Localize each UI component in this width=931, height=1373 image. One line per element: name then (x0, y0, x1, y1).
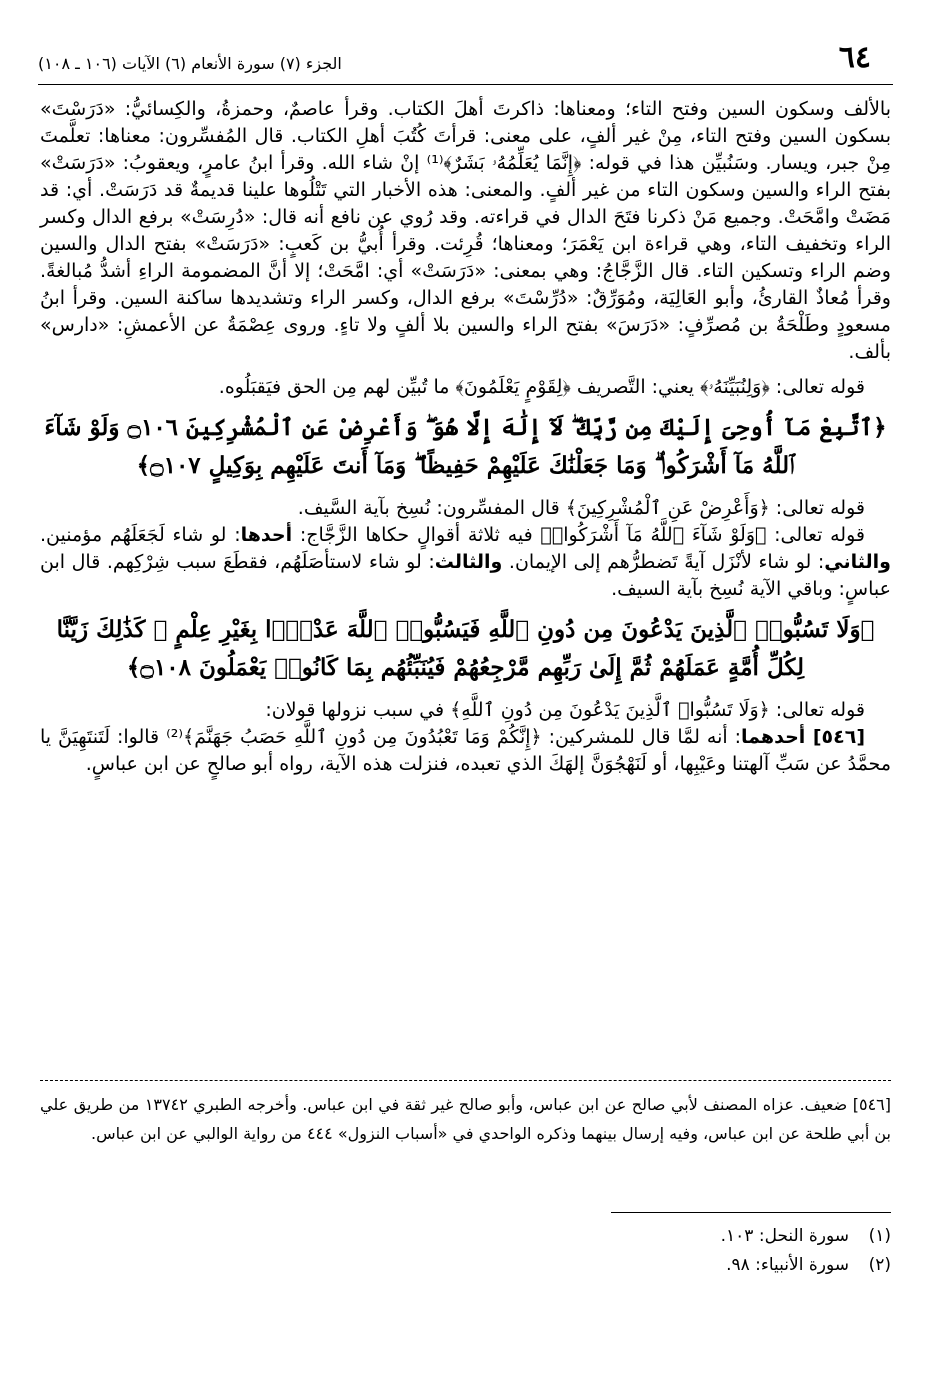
running-title: الجزء (٧) سورة الأنعام (٦) الآيات (١٠٦ ـ ١٠٨) (38, 54, 342, 73)
footnote-number: (١) (868, 1226, 891, 1246)
narration-label: [٥٤٦] أحدهما (741, 726, 865, 748)
notes-divider (40, 1080, 891, 1081)
narration-text: : أنه لمَّا قال للمشركين: ﴿إِنَّكُمْ وَمَا تَعْبُدُونَ مِن دُونِ ٱللَّهِ حَصَبُ جَهَنَّمَ﴾⁽²⁾ قالوا: لَتَنتَهِيَنَّ يا محمَّدُ عن سَبِّ آلهتنا وعَيْبِها، أو لَنَهْجُوَنَّ إلهَكَ الذي تعبده، فنزلت هذه الآية، رواه أبو صالحٍ عن ابن عباسٍ. (40, 726, 891, 775)
saying-label: والثالث (434, 551, 503, 573)
saying-text: : لو شاء لاستأصَلَهُم، فقطَعَ سبب شِرْكِهم. قال ابن عباسٍ: وباقي الآية نُسِخ بآية السيف. (40, 551, 891, 600)
paragraph-commentary: قوله تعالى: ﴿وَلِنُبَيِّنَهُۥ﴾ يعني: التَّصريف ﴿لِقَوْمٍ يَعْلَمُونَ﴾ ما تُبيِّن لهم مِن الحق فيَقبَلُوه. (218, 376, 865, 398)
footnotes (491, 1222, 891, 1280)
paragraph-lead: قوله تعالى: ﴿وَلَوْ شَآءَ ٱللَّهُ مَآ أَشْرَكُوا۟﴾ فيه ثلاثة أقوالٍ حكاها الزَّجَّاج: (299, 524, 865, 546)
footnote-text: سورة النحل: ١٠٣. (720, 1226, 849, 1246)
paragraph-commentary: قوله تعالى: ﴿وَأَعْرِضْ عَنِ ٱلْمُشْرِكِينَ﴾ قال المفسِّرون: نُسِخ بآية السَّيف. (297, 497, 865, 519)
takhrij-note: [٥٤٦] ضعيف. عزاه المصنف لأبي صالح عن ابن عباس، وأبو صالح غير ثقة في ابن عباس. وأخرجه الطبري ١٣٧٤٢ من طريق علي بن أبي طلحة عن ابن عباس، وفيه إرسال بينهما وذكره الواحدي في «أسباب النزول» ٤٤٤ من رواية الوالبي عن ابن عباس. (40, 1095, 892, 1143)
paragraph-commentary: قوله تعالى: ﴿وَلَا تَسُبُّوا۟ ٱلَّذِينَ يَدْعُونَ مِن دُونِ ٱللَّهِ﴾ في سبب نزولها قولان: (265, 699, 865, 721)
quran-verse-108: ﴿وَلَا تَسُبُّوا۟ ٱلَّذِينَ يَدْعُونَ مِن دُونِ ٱللَّهِ فَيَسُبُّوا۟ ٱللَّهَ عَدْوًۢا بِغَيْرِ عِلْمٍ ۗ كَذَٰلِكَ زَيَّنَّا لِكُلِّ أُمَّةٍ عَمَلَهُمْ ثُمَّ إِلَىٰ رَبِّهِم مَّرْجِعُهُمْ فَيُنَبِّئُهُم بِمَا كَانُوا۟ يَعْمَلُونَ ۝١٠٨﴾ (56, 616, 875, 681)
page-number: ٦٤ (838, 40, 871, 75)
footnotes-divider (611, 1212, 891, 1213)
paragraph-three-sayings (40, 522, 891, 603)
saying-text: : لو شاء لَجَعَلَهُم مؤمنين. (40, 524, 241, 546)
footnote-text: سورة الأنبياء: ٩٨. (726, 1255, 849, 1275)
page-header (38, 40, 893, 85)
footnote-item (491, 1251, 891, 1280)
footnote-number: (٢) (868, 1255, 891, 1275)
quran-verse-106-107: ﴿ٱتَّبِعْ مَآ أُوحِىَ إِلَيْكَ مِن رَّبِّكَ ۖ لَآ إِلَٰهَ إِلَّا هُوَ ۖ وَأَعْرِضْ عَنِ ٱلْمُشْرِكِينَ ۝١٠٦ وَلَوْ شَآءَ ٱللَّهُ مَآ أَشْرَكُوا۟ ۗ وَمَا جَعَلْنَٰكَ عَلَيْهِمْ حَفِيظًا ۖ وَمَآ أَنتَ عَلَيْهِم بِوَكِيلٍ ۝١٠٧﴾ (44, 414, 887, 479)
main-text (40, 96, 891, 778)
paragraph-readings: بالألف وسكون السين وفتح التاء؛ ومعناها: ذاكرتَ أهلَ الكتاب. وقرأ عاصمٌ، وحمزةُ، والكِسائيُّ: «دَرَسْتَ» بسكون السين وفتح التاء، مِنْ غير ألفٍ، على معنى: قرأتَ كُتُبَ أهلِ الكتاب. قال المُفسِّرون: معناها: تعلَّمتَ مِنْ جبر، ويسار. وسَنُبيِّن هذا في قوله: ﴿إِنَّمَا يُعَلِّمُهُۥ بَشَرٌ﴾⁽¹⁾ إنْ شاء الله. وقرأ ابنُ عامرٍ، ويعقوبُ: «دَرَسَتْ» بفتح الراء والسين وسكون التاء من غير ألفٍ. والمعنى: هذه الأخبار التي تَتْلُوها علينا قديمةٌ قد دَرَسَتْ. أي: قد مَضَتْ وامَّحَتْ. وجميع مَنْ ذكرنا فتَحَ الدال في قراءته. وقد رُوي عن نافع أنه قال: «دُرِسَتْ» برفع الدال وكسر الراء وتخفيف التاء، وهي قراءة ابن يَعْمَرَ؛ ومعناها؛ قُرِئت. وقرأ أُبيُّ بن كَعبٍ: «دَرَسَتْ» بفتح الدال والسين وضم الراء وتسكين التاء. قال الزَّجَّاجُ: وهي بمعنى: «دَرَسَتْ» أي: امَّحَتْ؛ إلا أنَّ المضمومة الراءِ أشدُّ مُبالغةً. وقرأ مُعاذٌ القارئُ، وأبو العَالِيَة، ومُوَرِّقٌ: «دُرِّسْتَ» برفع الدال، وكسر الراء وتشديدها ساكنة السين. وقرأ ابنُ مسعودٍ وطَلْحَةُ بن مُصرِّفٍ: «دَرَسَ» بفتح الراء والسين بلا ألفٍ ولا تاءٍ. وروى عِصْمَةُ عن الأعمشِ: «دارس» بألف. (40, 98, 891, 363)
saying-label: أحدها (240, 524, 293, 546)
paragraph-narration (40, 724, 891, 778)
saying-text: : لو شاء لأنْزَل آيةً تَضطرُّهم إلى الإيمان. (508, 551, 825, 573)
saying-label: والثاني (824, 551, 891, 573)
footnote-item (491, 1222, 891, 1251)
